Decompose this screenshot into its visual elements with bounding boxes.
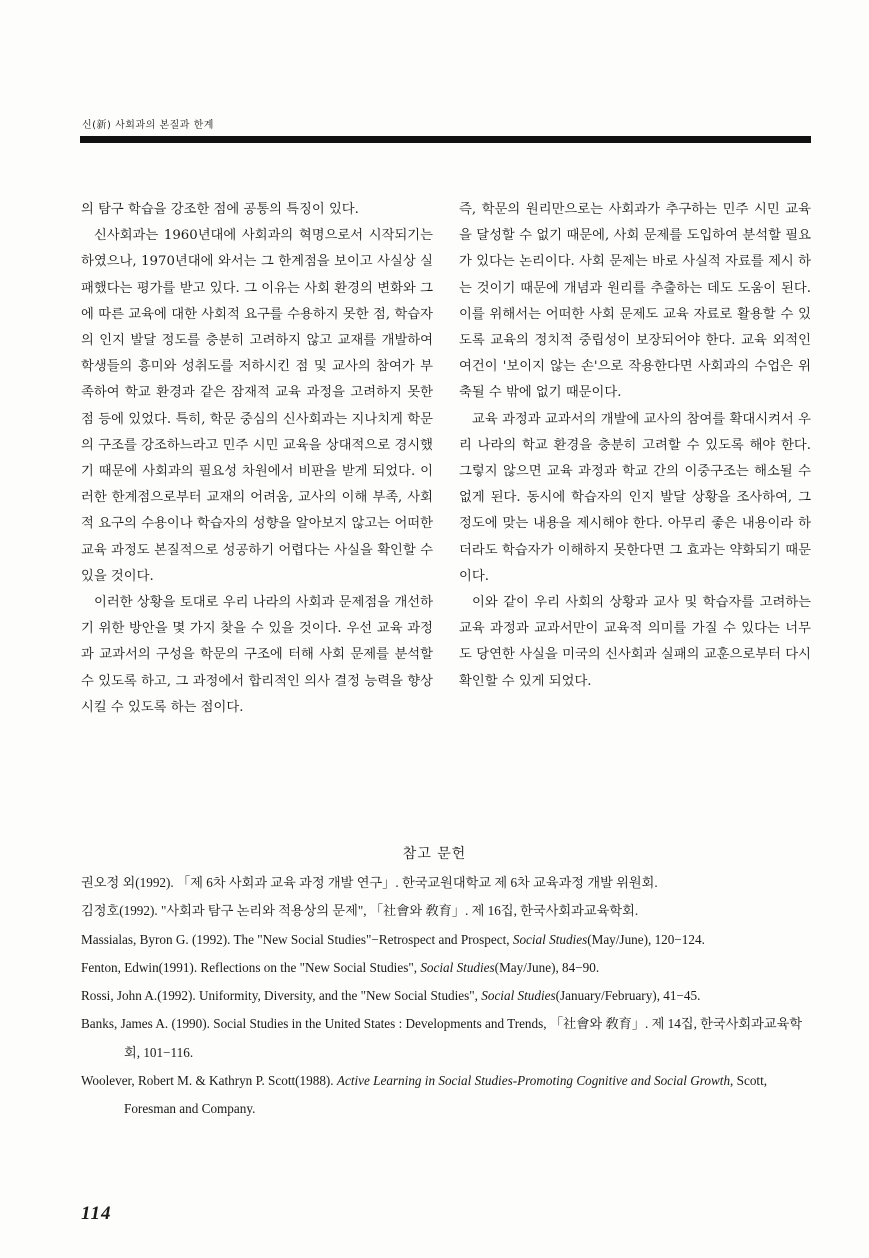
reference-detail: (May/June), 84−90.	[494, 959, 600, 975]
left-paragraph-1: 의 탐구 학습을 강조한 점에 공통의 특징이 있다.	[81, 202, 359, 217]
reference-book-title: Active Learning in Social Studies-Promoting Cognitive and Social Growth	[336, 1073, 731, 1089]
reference-detail: (January/February), 41−45.	[555, 988, 701, 1004]
reference-item	[81, 1010, 811, 1067]
reference-detail: (May/June), 120−124.	[587, 931, 705, 947]
reference-journal: Social Studies	[481, 988, 556, 1004]
reference-text: Fenton, Edwin(1991). Reflections on the "New Social Studies",	[81, 959, 421, 975]
reference-item	[81, 869, 811, 897]
right-paragraph-1: 즉, 학문의 원리만으로는 사회과가 추구하는 민주 시민 교육을 달성할 수 없기 때문에, 사회 문제를 도입하여 분석할 필요가 있다는 논리이다. 사회 문제는 바로 사실적 자료를 제시 하는 것이기 때문에 개념과 원리를 추출하는 데도 도움이 된다. 이를 위해서는 어떠한 사회 문제도 교육 자료로 활용할 수 있도록 교육의 정치적 중립성이 보장되어야 한다. 교육 외적인 여건이 '보이지 않는 손'으로 작용한다면 사회과의 수업은 위축될 수 밖에 없기 때문이다.	[459, 202, 811, 401]
running-header: 신(新) 사회과의 본질과 한계	[82, 120, 214, 131]
references-title: 참고 문헌	[402, 846, 467, 862]
reference-text: Woolever, Robert M. & Kathryn P. Scott(1988).	[81, 1073, 337, 1089]
header-rule	[80, 136, 811, 143]
right-paragraph-2: 교육 과정과 교과서의 개발에 교사의 참여를 확대시켜서 우리 나라의 학교 환경을 충분히 고려할 수 있도록 해야 한다. 그렇지 않으면 교육 과정과 학교 간의 이중구조는 해소될 수 없게 된다. 동시에 학습자의 인지 발달 상황을 조사하여, 그 정도에 맞는 내용을 제시해야 한다. 아무리 좋은 내용이라 하더라도 학습자가 이해하지 못한다면 그 효과는 약화되기 때문이다.	[459, 411, 811, 584]
reference-item	[81, 897, 811, 925]
reference-item	[81, 926, 811, 954]
references-list	[81, 869, 811, 1124]
reference-journal: Social Studies	[512, 931, 588, 947]
body-columns	[81, 197, 811, 721]
reference-item	[81, 954, 811, 982]
page-number: 114	[81, 1203, 112, 1224]
reference-item	[81, 1067, 811, 1124]
reference-text: Massialas, Byron G. (1992). The "New Social Studies"−Retrospect and Prospect,	[81, 931, 513, 947]
left-column	[81, 197, 433, 721]
reference-journal: Social Studies	[420, 959, 495, 975]
reference-text: Rossi, John A.(1992). Uniformity, Diversity, and the "New Social Studies",	[81, 988, 482, 1004]
reference-text: 김정호(1992). "사회과 탐구 논리와 적용상의 문제", 「社會와 敎育」. 제 16집, 한국사회과교육학회.	[81, 903, 639, 919]
reference-text: Banks, James A. (1990). Social Studies in the United States : Developments and Trends, 「社會와 敎育」. 제 14집, 한국사회과교육학회, 101−116.	[81, 1016, 803, 1060]
reference-text: 권오정 외(1992). 「제 6차 사회과 교육 과정 개발 연구」. 한국교원대학교 제 6차 교육과정 개발 위원회.	[81, 875, 658, 890]
reference-item	[81, 982, 811, 1010]
right-paragraph-3: 이와 같이 우리 사회의 상황과 교사 및 학습자를 고려하는 교육 과정과 교과서만이 교육적 의미를 가질 수 있다는 너무도 당연한 사실을 미국의 신사회과 실패의 교훈으로부터 다시 확인할 수 있게 되었다.	[459, 595, 811, 689]
left-paragraph-3: 이러한 상황을 토대로 우리 나라의 사회과 문제점을 개선하기 위한 방안을 몇 가지 찾을 수 있을 것이다. 우선 교육 과정과 교과서의 구성을 학문의 구조에 터해 사회 문제를 분석할 수 있도록 하고, 그 과정에서 합리적인 의사 결정 능력을 향상시킬 수 있도록 하는 점이다.	[81, 595, 433, 715]
reference-detail: , Scott, Foresman and Company.	[124, 1073, 768, 1117]
right-column	[459, 197, 811, 721]
left-paragraph-2: 신사회과는 1960년대에 사회과의 혁명으로서 시작되기는 하였으나, 1970년대에 와서는 그 한계점을 보이고 사실상 실패했다는 평가를 받고 있다. 그 이유는 사회 환경의 변화와 그에 따른 교육에 대한 사회적 요구를 수용하지 못한 점, 학습자의 인지 발달 정도를 충분히 고려하지 않고 교재를 개발하여 학생들의 흥미와 성취도를 저하시킨 점 및 교사의 참여가 부족하여 학교 환경과 같은 잠재적 교육 과정을 고려하지 못한 점 등에 있었다. 특히, 학문 중심의 신사회과는 지나치게 학문의 구조를 강조하느라고 민주 시민 교육을 상대적으로 경시했기 때문에 사회과의 필요성 차원에서 비판을 받게 되었다. 이러한 한계점으로부터 교재의 어려움, 교사의 이해 부족, 사회적 요구의 수용이나 학습자의 성향을 알아보지 않고는 어떠한 교육 과정도 본질적으로 성공하기 어렵다는 사실을 확인할 수 있을 것이다.	[81, 228, 433, 584]
